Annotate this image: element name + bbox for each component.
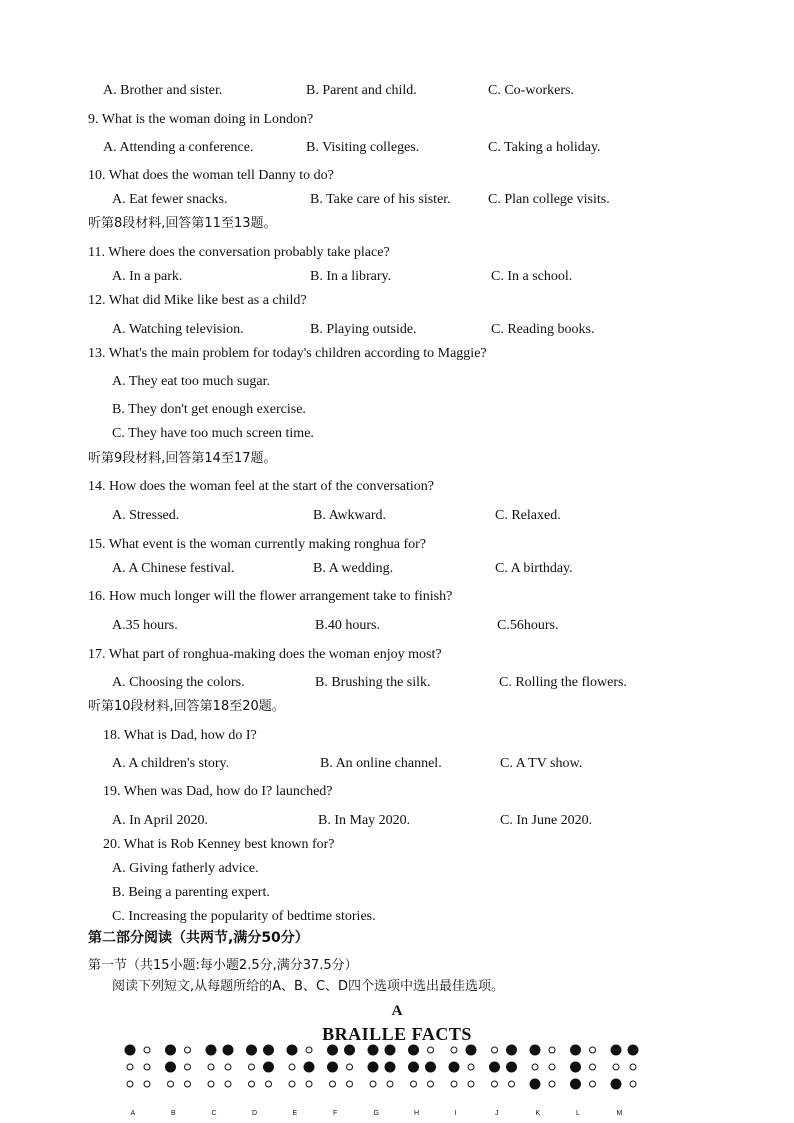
- question-14-options: [0, 507, 794, 525]
- question-18-stem: 18. What is Dad, how do I?: [103, 728, 257, 743]
- braille-letter-label: D: [252, 1110, 258, 1117]
- raised-dot: [368, 1045, 379, 1056]
- flat-dot: [185, 1047, 191, 1053]
- flat-dot: [451, 1047, 457, 1053]
- option-a: A.35 hours.: [112, 618, 178, 633]
- braille-cell-e: [287, 1045, 315, 1118]
- raised-dot: [206, 1045, 217, 1056]
- option-c: C. Co-workers.: [488, 83, 574, 98]
- raised-dot: [449, 1062, 460, 1073]
- flat-dot: [492, 1047, 498, 1053]
- option-a: A. A Chinese festival.: [112, 561, 235, 576]
- option-b: B. Parent and child.: [306, 83, 417, 98]
- raised-dot: [570, 1079, 581, 1090]
- option-b: B. They don't get enough exercise.: [112, 402, 306, 417]
- question-19-options: [0, 812, 794, 830]
- braille-cell-g: [368, 1045, 396, 1118]
- option-a: A. In a park.: [112, 269, 183, 284]
- question-17-options: [0, 674, 794, 692]
- option-c: C. In a school.: [491, 269, 573, 284]
- section-note-part10: 听第10段材料,回答第18至20题。: [88, 699, 285, 714]
- flat-dot: [630, 1064, 636, 1070]
- flat-dot: [590, 1047, 596, 1053]
- option-b: B.40 hours.: [315, 618, 380, 633]
- option-a: A. Eat fewer snacks.: [112, 192, 228, 207]
- question-20-stem: 20. What is Rob Kenney best known for?: [103, 837, 335, 852]
- section-note-part8: 听第8段材料,回答第11至13题。: [88, 216, 277, 231]
- question-10-options: [0, 191, 794, 209]
- flat-dot: [590, 1064, 596, 1070]
- raised-dot: [344, 1045, 355, 1056]
- flat-dot: [549, 1064, 555, 1070]
- question-17-stem: 17. What part of ronghua-making does the woman enjoy most?: [88, 647, 442, 662]
- flat-dot: [225, 1081, 231, 1087]
- flat-dot: [208, 1064, 214, 1070]
- braille-cell-a: [125, 1045, 151, 1118]
- question-16-options: [0, 617, 794, 635]
- flat-dot: [168, 1081, 174, 1087]
- passage-title: BRAILLE FACTS: [322, 1024, 472, 1044]
- flat-dot: [613, 1064, 619, 1070]
- flat-dot: [185, 1081, 191, 1087]
- raised-dot: [506, 1062, 517, 1073]
- flat-dot: [630, 1081, 636, 1087]
- raised-dot: [165, 1045, 176, 1056]
- braille-letter-label: I: [454, 1110, 457, 1117]
- option-a: A. Watching television.: [112, 322, 244, 337]
- braille-letter-label: G: [373, 1110, 379, 1117]
- flat-dot: [306, 1047, 312, 1053]
- braille-letter-label: E: [292, 1110, 298, 1117]
- braille-letter-label: J: [495, 1110, 499, 1117]
- raised-dot: [570, 1045, 581, 1056]
- option-b: B. In a library.: [310, 269, 392, 284]
- flat-dot: [144, 1047, 150, 1053]
- flat-dot: [144, 1064, 150, 1070]
- option-c: C. A birthday.: [495, 561, 573, 576]
- flat-dot: [330, 1081, 336, 1087]
- flat-dot: [428, 1047, 434, 1053]
- raised-dot: [327, 1045, 338, 1056]
- question-12-stem: 12. What did Mike like best as a child?: [88, 293, 307, 308]
- raised-dot: [263, 1045, 274, 1056]
- braille-letter-label: C: [211, 1110, 217, 1117]
- option-a: A. Choosing the colors.: [112, 675, 245, 690]
- flat-dot: [289, 1064, 295, 1070]
- q8-options: [0, 82, 794, 100]
- flat-dot: [370, 1081, 376, 1087]
- option-b: B. In May 2020.: [318, 813, 411, 828]
- braille-cell-l: [570, 1045, 596, 1118]
- raised-dot: [385, 1045, 396, 1056]
- flat-dot: [225, 1064, 231, 1070]
- option-b: B. An online channel.: [320, 756, 442, 771]
- flat-dot: [249, 1064, 255, 1070]
- braille-letter-label: M: [616, 1110, 623, 1117]
- braille-cell-d: [246, 1045, 274, 1118]
- flat-dot: [411, 1081, 417, 1087]
- braille-letter-label: A: [130, 1110, 136, 1117]
- option-b: B. Playing outside.: [310, 322, 417, 337]
- raised-dot: [425, 1062, 436, 1073]
- braille-letter-label: B: [171, 1110, 176, 1117]
- option-b: B. A wedding.: [313, 561, 394, 576]
- flat-dot: [306, 1081, 312, 1087]
- flat-dot: [289, 1081, 295, 1087]
- raised-dot: [530, 1045, 541, 1056]
- option-c: C. Taking a holiday.: [488, 140, 601, 155]
- option-a: A. In April 2020.: [112, 813, 209, 828]
- raised-dot: [263, 1062, 274, 1073]
- raised-dot: [530, 1079, 541, 1090]
- option-c: C.56hours.: [497, 618, 559, 633]
- question-14-stem: 14. How does the woman feel at the start of the conversation?: [88, 479, 435, 494]
- option-c: C. They have too much screen time.: [112, 426, 314, 441]
- raised-dot: [125, 1045, 136, 1056]
- question-11-options: [0, 268, 794, 286]
- raised-dot: [165, 1062, 176, 1073]
- raised-dot: [466, 1045, 477, 1056]
- braille-letter-label: F: [333, 1110, 338, 1117]
- flat-dot: [387, 1081, 393, 1087]
- option-b: B. Brushing the silk.: [315, 675, 431, 690]
- option-c: C. Rolling the flowers.: [499, 675, 627, 690]
- braille-letter-label: H: [414, 1110, 420, 1117]
- option-b: B. Being a parenting expert.: [112, 885, 270, 900]
- raised-dot: [287, 1045, 298, 1056]
- section-note-part9: 听第9段材料,回答第14至17题。: [88, 451, 277, 466]
- raised-dot: [489, 1062, 500, 1073]
- raised-dot: [246, 1045, 257, 1056]
- flat-dot: [266, 1081, 272, 1087]
- raised-dot: [628, 1045, 639, 1056]
- raised-dot: [327, 1062, 338, 1073]
- braille-cell-m: [611, 1045, 639, 1118]
- raised-dot: [304, 1062, 315, 1073]
- flat-dot: [428, 1081, 434, 1087]
- question-11-stem: 11. Where does the conversation probably take place?: [88, 245, 390, 260]
- braille-cell-i: [449, 1045, 477, 1118]
- raised-dot: [611, 1079, 622, 1090]
- flat-dot: [144, 1081, 150, 1087]
- question-9-stem: 9. What is the woman doing in London?: [88, 112, 314, 127]
- flat-dot: [492, 1081, 498, 1087]
- option-c: C. A TV show.: [500, 756, 583, 771]
- option-c: C. Reading books.: [491, 322, 595, 337]
- option-b: B. Awkward.: [313, 508, 386, 523]
- flat-dot: [468, 1081, 474, 1087]
- option-c: C. In June 2020.: [500, 813, 593, 828]
- flat-dot: [127, 1064, 133, 1070]
- flat-dot: [590, 1081, 596, 1087]
- braille-cell-k: [530, 1045, 556, 1118]
- flat-dot: [451, 1081, 457, 1087]
- raised-dot: [408, 1045, 419, 1056]
- raised-dot: [408, 1062, 419, 1073]
- flat-dot: [347, 1081, 353, 1087]
- question-9-options: [0, 139, 794, 157]
- flat-dot: [549, 1047, 555, 1053]
- raised-dot: [506, 1045, 517, 1056]
- flat-dot: [532, 1064, 538, 1070]
- flat-dot: [208, 1081, 214, 1087]
- raised-dot: [385, 1062, 396, 1073]
- option-c: C. Increasing the popularity of bedtime stories.: [112, 909, 376, 924]
- option-a: A. Stressed.: [112, 508, 180, 523]
- braille-chart: [120, 1040, 650, 1120]
- flat-dot: [509, 1081, 515, 1087]
- flat-dot: [249, 1081, 255, 1087]
- option-b: B. Take care of his sister.: [310, 192, 451, 207]
- braille-cell-h: [408, 1045, 436, 1118]
- question-10-stem: 10. What does the woman tell Danny to do?: [88, 168, 334, 183]
- flat-dot: [127, 1081, 133, 1087]
- option-c: C. Relaxed.: [495, 508, 561, 523]
- flat-dot: [347, 1064, 353, 1070]
- passage-letter: A: [391, 1003, 403, 1019]
- option-a: A. They eat too much sugar.: [112, 374, 270, 389]
- braille-cell-j: [489, 1045, 517, 1118]
- flat-dot: [185, 1064, 191, 1070]
- flat-dot: [549, 1081, 555, 1087]
- raised-dot: [611, 1045, 622, 1056]
- option-a: A. Attending a conference.: [103, 140, 254, 155]
- option-c: C. Plan college visits.: [488, 192, 610, 207]
- braille-letter-label: L: [576, 1110, 580, 1117]
- question-13-stem: 13. What's the main problem for today's children according to Maggie?: [88, 346, 487, 361]
- part2-heading: 第二部分阅读（共两节,满分50分）: [88, 930, 309, 946]
- question-16-stem: 16. How much longer will the flower arrangement take to finish?: [88, 589, 453, 604]
- question-12-options: [0, 321, 794, 339]
- braille-cell-f: [327, 1045, 355, 1118]
- raised-dot: [570, 1062, 581, 1073]
- option-a: A. A children's story.: [112, 756, 230, 771]
- braille-letter-label: K: [535, 1110, 541, 1117]
- question-19-stem: 19. When was Dad, how do I? launched?: [103, 784, 333, 799]
- question-18-options: [0, 755, 794, 773]
- flat-dot: [468, 1064, 474, 1070]
- option-b: B. Visiting colleges.: [306, 140, 420, 155]
- reading-instructions: 阅读下列短文,从每题所给的A、B、C、D四个选项中选出最佳选项。: [112, 979, 505, 994]
- option-a: A. Giving fatherly advice.: [112, 861, 259, 876]
- question-15-options: [0, 560, 794, 578]
- raised-dot: [223, 1045, 234, 1056]
- question-15-stem: 15. What event is the woman currently making ronghua for?: [88, 537, 426, 552]
- section1-heading: 第一节（共15小题:每小题2.5分,满分37.5分）: [88, 958, 358, 973]
- braille-cell-b: [165, 1045, 191, 1118]
- raised-dot: [368, 1062, 379, 1073]
- option-a: A. Brother and sister.: [103, 83, 223, 98]
- braille-cell-c: [206, 1045, 234, 1118]
